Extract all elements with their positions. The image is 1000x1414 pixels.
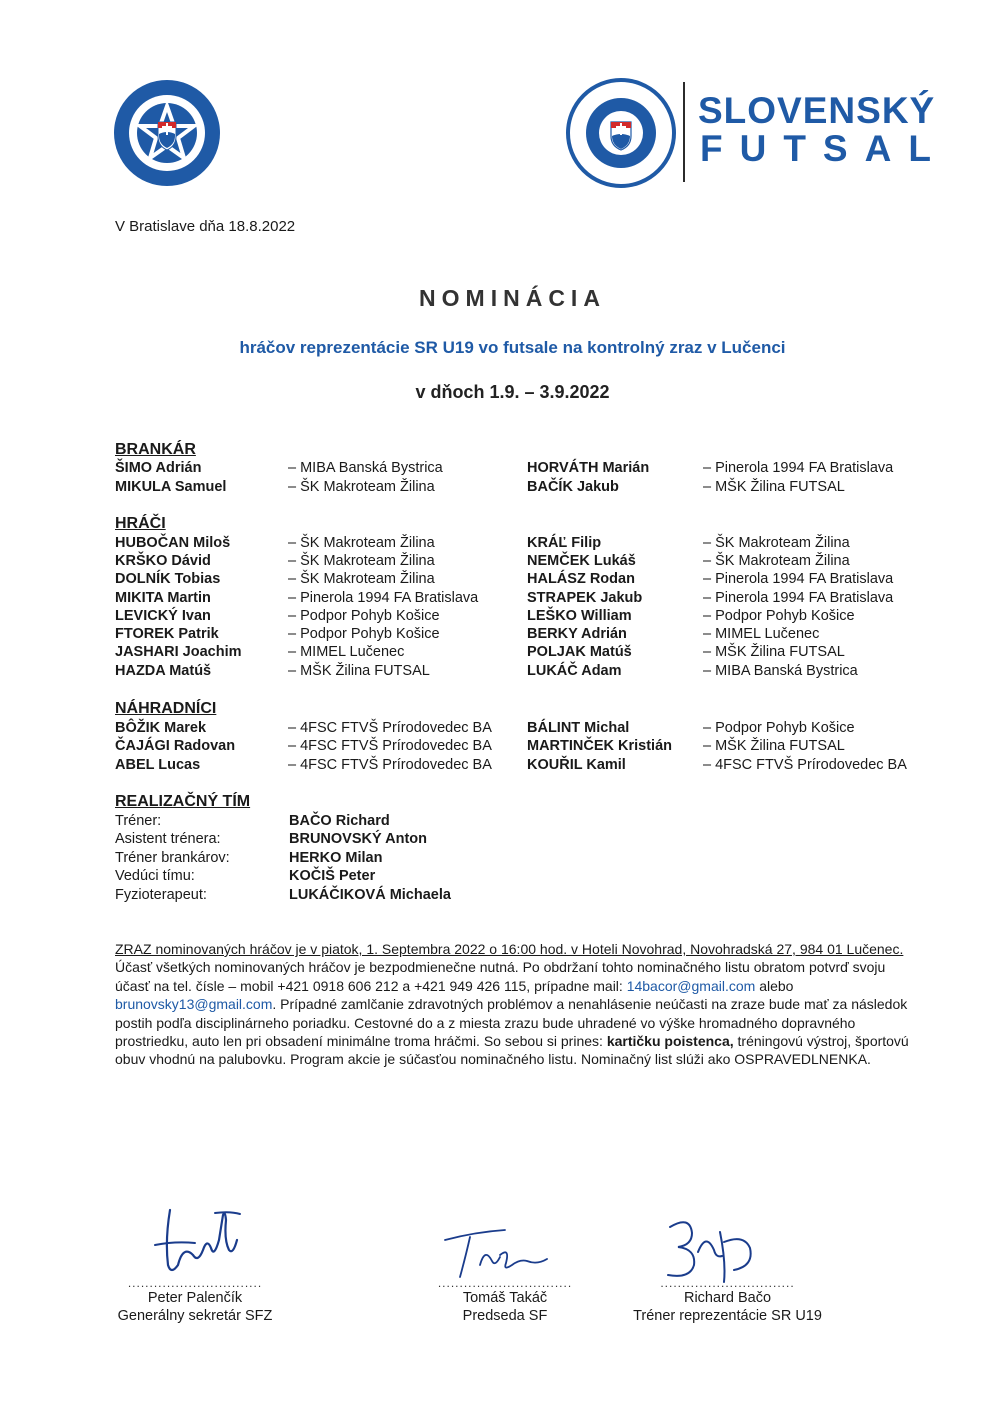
- player-row: [527, 570, 987, 588]
- meeting-info: ZRAZ nominovaných hráčov je v piatok, 1. Septembra 2022 o 16:00 hod. v Hoteli Novohrad, Novohradská 27, 984 01 Lučenec.: [115, 941, 904, 957]
- player-club: – Podpor Pohyb Košice: [288, 626, 440, 642]
- slovensky-futsal-logo: [566, 78, 676, 188]
- player-row: [115, 643, 515, 661]
- signature-line: ...............................: [437, 1276, 573, 1290]
- goalkeeper-row: [115, 459, 515, 477]
- player-club: – MIBA Banská Bystrica: [288, 460, 443, 476]
- player-name: MIKULA Samuel: [115, 479, 227, 495]
- goalkeepers-heading: BRANKÁR: [115, 441, 196, 458]
- goalkeeper-row: [115, 478, 515, 496]
- player-row: [527, 552, 987, 570]
- signature-block: [620, 1277, 835, 1325]
- player-name: ŠIMO Adrián: [115, 460, 202, 476]
- goalkeeper-row: [527, 478, 987, 496]
- player-club: – ŠK Makroteam Žilina: [703, 553, 850, 569]
- player-name: HAZDA Matúš: [115, 663, 212, 679]
- player-club: – ŠK Makroteam Žilina: [288, 535, 435, 551]
- player-name: KRŠKO Dávid: [115, 553, 211, 569]
- substitute-row: [115, 719, 515, 737]
- player-club: – 4FSC FTVŠ Prírodovedec BA: [288, 720, 492, 736]
- player-row: [527, 662, 987, 680]
- player-name: KOUŘIL Kamil: [527, 757, 626, 773]
- player-row: [527, 643, 987, 661]
- player-name: HORVÁTH Marián: [527, 460, 650, 476]
- player-name: DOLNÍK Tobias: [115, 571, 221, 587]
- player-club: – Podpor Pohyb Košice: [703, 608, 855, 624]
- staff-name: HERKO Milan: [289, 850, 383, 866]
- player-club: – ŠK Makroteam Žilina: [703, 535, 850, 551]
- player-row: [527, 625, 987, 643]
- player-club: – ŠK Makroteam Žilina: [288, 479, 435, 495]
- staff-name: BAČO Richard: [289, 813, 390, 829]
- player-name: ČAJÁGI Radovan: [115, 738, 236, 754]
- player-club: – MŠK Žilina FUTSAL: [288, 663, 430, 679]
- event-dates: v dňoch 1.9. – 3.9.2022: [415, 382, 610, 402]
- player-name: POLJAK Matúš: [527, 644, 632, 660]
- signature-line: ...............................: [127, 1276, 263, 1290]
- notice-text: tréningovú výstroj, športovú obuv vhodnú na palubovku. Program akcie je súčasťou nominačného listu. Nominačný list slúži ako OSPRAVEDLNENKA.: [115, 1033, 909, 1068]
- signatory-title: Generálny sekretár SFZ: [117, 1308, 273, 1324]
- player-name: MIKITA Martin: [115, 590, 211, 606]
- place-date: V Bratislave dňa 18.8.2022: [115, 218, 296, 235]
- player-row: [527, 589, 987, 607]
- signature-block: [420, 1277, 590, 1325]
- staff-role: Asistent trénera:: [115, 831, 221, 847]
- player-row: [115, 552, 515, 570]
- staff-role: Tréner:: [115, 813, 162, 829]
- staff-name: LUKÁČIKOVÁ Michaela: [289, 887, 451, 903]
- substitute-row: [527, 719, 987, 737]
- substitute-row: [115, 737, 515, 755]
- signature-palencik: [145, 1205, 255, 1285]
- player-club: – ŠK Makroteam Žilina: [288, 571, 435, 587]
- player-club: – Podpor Pohyb Košice: [288, 608, 440, 624]
- player-name: LEŠKO William: [527, 608, 632, 624]
- player-club: – Podpor Pohyb Košice: [703, 720, 855, 736]
- player-row: [527, 607, 987, 625]
- player-row: [115, 607, 515, 625]
- player-name: NEMČEK Lukáš: [527, 553, 636, 569]
- player-row: [115, 534, 515, 552]
- staff-role: Fyzioterapeut:: [115, 887, 207, 903]
- player-club: – 4FSC FTVŠ Prírodovedec BA: [288, 757, 492, 773]
- player-name: KRÁĽ Filip: [527, 535, 602, 551]
- email-link[interactable]: brunovsky13@gmail.com: [115, 996, 273, 1013]
- player-name: BAČÍK Jakub: [527, 479, 619, 495]
- brand-divider: [683, 82, 685, 182]
- player-row: [527, 534, 987, 552]
- player-name: BERKY Adrián: [527, 626, 627, 642]
- player-club: – 4FSC FTVŠ Prírodovedec BA: [288, 738, 492, 754]
- player-row: [115, 662, 515, 680]
- player-name: LUKÁČ Adam: [527, 663, 622, 679]
- player-club: – MŠK Žilina FUTSAL: [703, 738, 845, 754]
- brand-title-line2: FUTSAL: [700, 128, 948, 169]
- player-club: – MŠK Žilina FUTSAL: [703, 479, 845, 495]
- staff-name: BRUNOVSKÝ Anton: [289, 831, 428, 847]
- substitute-row: [115, 756, 515, 774]
- brand-title-line1: SLOVENSKÝ: [698, 90, 936, 131]
- player-club: – Pinerola 1994 FA Bratislava: [703, 590, 894, 606]
- signature-line: ...............................: [660, 1276, 795, 1290]
- notice-text: Účasť všetkých nominovaných hráčov je bezpodmienečne nutná. Po obdržaní tohto nominačného listu obratom potvrď svoju účasť na tel. čísle – mobil +421 0918 606 212 a +421 949 426 115, prípadne mail:: [115, 959, 886, 994]
- player-club: – Pinerola 1994 FA Bratislava: [703, 571, 894, 587]
- player-club: – MIMEL Lučenec: [703, 626, 820, 642]
- player-name: HALÁSZ Rodan: [527, 571, 635, 587]
- substitute-row: [527, 756, 987, 774]
- substitutes-heading: NÁHRADNÍCI: [115, 700, 217, 717]
- document-title: NOMINÁCIA: [419, 285, 606, 311]
- goalkeeper-row: [527, 459, 987, 477]
- player-name: MARTINČEK Kristián: [527, 738, 673, 754]
- notice-text: alebo: [755, 977, 794, 994]
- notice-paragraph: [115, 940, 910, 1069]
- player-name: BÁLINT Michal: [527, 720, 630, 736]
- staff-role: Vedúci tímu:: [115, 868, 195, 884]
- player-club: – MŠK Žilina FUTSAL: [703, 644, 845, 660]
- player-club: – MIBA Banská Bystrica: [703, 663, 858, 679]
- player-club: – ŠK Makroteam Žilina: [288, 553, 435, 569]
- notice-text: . Prípadné zamlčanie zdravotných problémov a nenahlásenie neúčasti na zraze bude mať za následok postih podľa disciplinárneho poriadku. Cestovné do a z miesta zrazu bude uhradené vo výške hromadného dopravného prostriedku, auto len pri obsadení minimálne troma hráčmi. So sebou si prines:: [115, 996, 908, 1050]
- signatory-name: Peter Palenčík: [147, 1290, 243, 1306]
- player-name: JASHARI Joachim: [115, 644, 242, 660]
- staff-heading: REALIZAČNÝ TÍM: [115, 793, 251, 810]
- document-subtitle: hráčov reprezentácie SR U19 vo futsale na kontrolný zraz v Lučenci: [239, 338, 786, 357]
- player-name: FTOREK Patrik: [115, 626, 219, 642]
- insurance-card-item: kartičku poistenca,: [606, 1033, 734, 1050]
- player-club: – Pinerola 1994 FA Bratislava: [288, 590, 479, 606]
- sfz-logo: [112, 78, 222, 188]
- signatory-title: Predseda SF: [462, 1308, 548, 1324]
- player-name: BÔŽIK Marek: [115, 720, 207, 736]
- player-row: [115, 589, 515, 607]
- substitute-row: [527, 737, 987, 755]
- signature-block: [110, 1277, 280, 1325]
- player-name: HUBOČAN Miloš: [115, 535, 231, 551]
- player-row: [115, 570, 515, 588]
- player-name: STRAPEK Jakub: [527, 590, 643, 606]
- player-row: [115, 625, 515, 643]
- signatory-title: Tréner reprezentácie SR U19: [633, 1308, 822, 1324]
- staff-name: KOČIŠ Peter: [289, 868, 376, 884]
- signatory-name: Richard Bačo: [683, 1290, 772, 1306]
- player-club: – Pinerola 1994 FA Bratislava: [703, 460, 894, 476]
- email-link[interactable]: 14bacor@gmail.com: [626, 977, 756, 994]
- players-heading: HRÁČI: [115, 515, 166, 532]
- signatory-name: Tomáš Takáč: [462, 1290, 548, 1306]
- player-club: – 4FSC FTVŠ Prírodovedec BA: [703, 757, 907, 773]
- staff-role: Tréner brankárov:: [115, 850, 230, 866]
- player-club: – MIMEL Lučenec: [288, 644, 405, 660]
- player-name: LEVICKÝ Ivan: [115, 608, 211, 624]
- player-name: ABEL Lucas: [115, 757, 201, 773]
